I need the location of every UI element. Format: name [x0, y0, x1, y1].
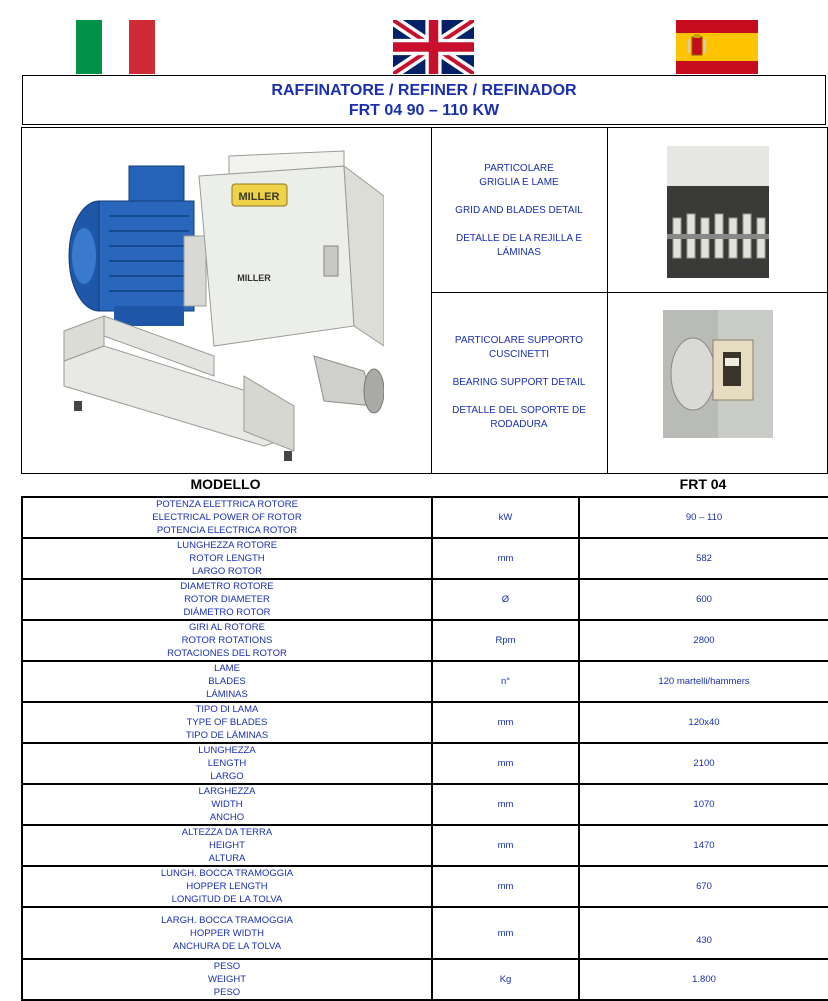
parameter-label-cell: [22, 907, 432, 959]
model-header-row: [21, 476, 828, 496]
parameter-label-cell: [22, 743, 432, 784]
unit-cell: mm: [432, 907, 579, 959]
table-row: [22, 497, 828, 538]
parameter-label-cell: [22, 497, 432, 538]
value-cell: 120 martelli/hammers: [579, 661, 828, 702]
value-cell: 1470: [579, 825, 828, 866]
parameter-label-cell: [22, 579, 432, 620]
value-cell: 120x40: [579, 702, 828, 743]
parameter-label: LARGO: [210, 771, 244, 782]
parameter-label: ELECTRICAL POWER OF ROTOR: [152, 512, 302, 523]
unit-cell: mm: [432, 866, 579, 907]
value-cell: 2800: [579, 620, 828, 661]
parameter-label: LENGTH: [207, 758, 247, 769]
parameter-label-cell: [22, 959, 432, 1000]
table-row: [22, 825, 828, 866]
parameter-label-cell: [22, 825, 432, 866]
parameter-label: HOPPER WIDTH: [190, 927, 264, 939]
parameter-label: DIAMETRO ROTORE: [180, 581, 274, 592]
value-cell: 670: [579, 866, 828, 907]
parameter-label-cell: [22, 784, 432, 825]
parameter-label: PESO: [213, 987, 241, 998]
detail-bearing-support-text: PARTICOLARE SUPPORTO CUSCINETTI BEARING SUPPORT DETAIL DETALLE DEL SOPORTE DE RODADURA: [452, 335, 586, 430]
parameter-label: DIÁMETRO ROTOR: [183, 607, 271, 618]
parameter-label-cell: [22, 866, 432, 907]
parameter-label: ANCHURA DE LA TOLVA: [172, 940, 282, 952]
parameter-label: LONGITUD DE LA TOLVA: [171, 894, 283, 905]
parameter-label: LARGH. BOCCA TRAMOGGIA: [161, 914, 293, 926]
parameter-label: LAME: [214, 663, 240, 674]
parameter-label: HEIGHT: [209, 840, 245, 851]
machine-logo-side: MILLER: [237, 273, 271, 283]
unit-cell: mm: [432, 784, 579, 825]
value-cell: 90 – 110: [579, 497, 828, 538]
detail-grid-blades-text: PARTICOLARE GRIGLIA E LAME GRID AND BLADES DETAIL DETALLE DE LA REJILLA E LÁMINAS: [455, 163, 583, 258]
parameter-label: ROTOR DIAMETER: [184, 594, 270, 605]
value-cell: 582: [579, 538, 828, 579]
parameter-label: ALTEZZA DA TERRA: [181, 827, 273, 838]
value-cell: 1.800: [579, 959, 828, 1000]
parameter-label: LUNGHEZZA: [198, 745, 256, 756]
italy-flag-icon: [76, 20, 155, 74]
parameter-label: WIDTH: [211, 799, 243, 810]
refiner-machine-image: [44, 146, 384, 466]
grid-blades-detail-image: [667, 146, 769, 278]
unit-cell: mm: [432, 538, 579, 579]
unit-cell: mm: [432, 702, 579, 743]
table-row: [22, 959, 828, 1000]
machine-logo-top: MILLER: [238, 191, 280, 203]
parameter-label: ANCHO: [209, 812, 245, 823]
uk-flag-icon: [393, 20, 474, 74]
parameter-label: BLADES: [208, 676, 246, 687]
parameter-label: POTENCIA ELECTRICA ROTOR: [156, 525, 298, 536]
table-row: [22, 661, 828, 702]
parameter-label-cell: [22, 620, 432, 661]
parameter-label: POTENZA ELETTRICA ROTORE: [156, 499, 298, 510]
unit-cell: Rpm: [432, 620, 579, 661]
unit-cell: mm: [432, 825, 579, 866]
value-cell: 600: [579, 579, 828, 620]
table-row: [22, 538, 828, 579]
spain-flag-icon: [676, 20, 758, 74]
specifications-table: [21, 496, 828, 1001]
value-cell: 1070: [579, 784, 828, 825]
parameter-label: ROTOR ROTATIONS: [181, 635, 273, 646]
unit-cell: n°: [432, 661, 579, 702]
table-row: [22, 579, 828, 620]
table-row: [22, 702, 828, 743]
parameter-label: LUNGHEZZA ROTORE: [176, 540, 278, 551]
title-box: [22, 75, 826, 125]
parameter-label: TIPO DI LAMA: [195, 704, 259, 715]
model-label: MODELLO: [190, 476, 261, 492]
parameter-label: PESO: [213, 961, 241, 972]
parameter-label: TYPE OF BLADES: [186, 717, 268, 728]
parameter-label: LARGHEZZA: [198, 786, 256, 797]
parameter-label: GIRI AL ROTORE: [188, 622, 266, 633]
parameter-label: HOPPER LENGTH: [186, 881, 268, 892]
image-section: [21, 127, 828, 474]
page-title: RAFFINATORE / REFINER / REFINADOR: [271, 82, 577, 99]
parameter-label: ROTACIONES DEL ROTOR: [167, 648, 287, 659]
model-value: FRT 04: [679, 476, 727, 492]
unit-cell: mm: [432, 743, 579, 784]
parameter-label: LÁMINAS: [206, 689, 248, 700]
bearing-support-detail-image: [663, 310, 773, 438]
table-row: [22, 866, 828, 907]
unit-cell: Ø: [432, 579, 579, 620]
table-row: [22, 620, 828, 661]
parameter-label-cell: [22, 661, 432, 702]
table-row: [22, 907, 828, 959]
table-row: [22, 784, 828, 825]
parameter-label-cell: [22, 538, 432, 579]
table-row: [22, 743, 828, 784]
parameter-label: TIPO DE LÁMINAS: [185, 730, 269, 741]
parameter-label: LUNGH. BOCCA TRAMOGGIA: [160, 868, 294, 879]
value-cell: 2100: [579, 743, 828, 784]
parameter-label-cell: [22, 702, 432, 743]
parameter-label: WEIGHT: [208, 974, 246, 985]
page-subtitle: FRT 04 90 – 110 KW: [348, 102, 500, 119]
value-cell: 430: [579, 907, 828, 959]
parameter-label: LARGO ROTOR: [191, 566, 263, 577]
parameter-label: ROTOR LENGTH: [189, 553, 265, 564]
parameter-label: ALTURA: [208, 853, 246, 864]
unit-cell: kW: [432, 497, 579, 538]
unit-cell: Kg: [432, 959, 579, 1000]
